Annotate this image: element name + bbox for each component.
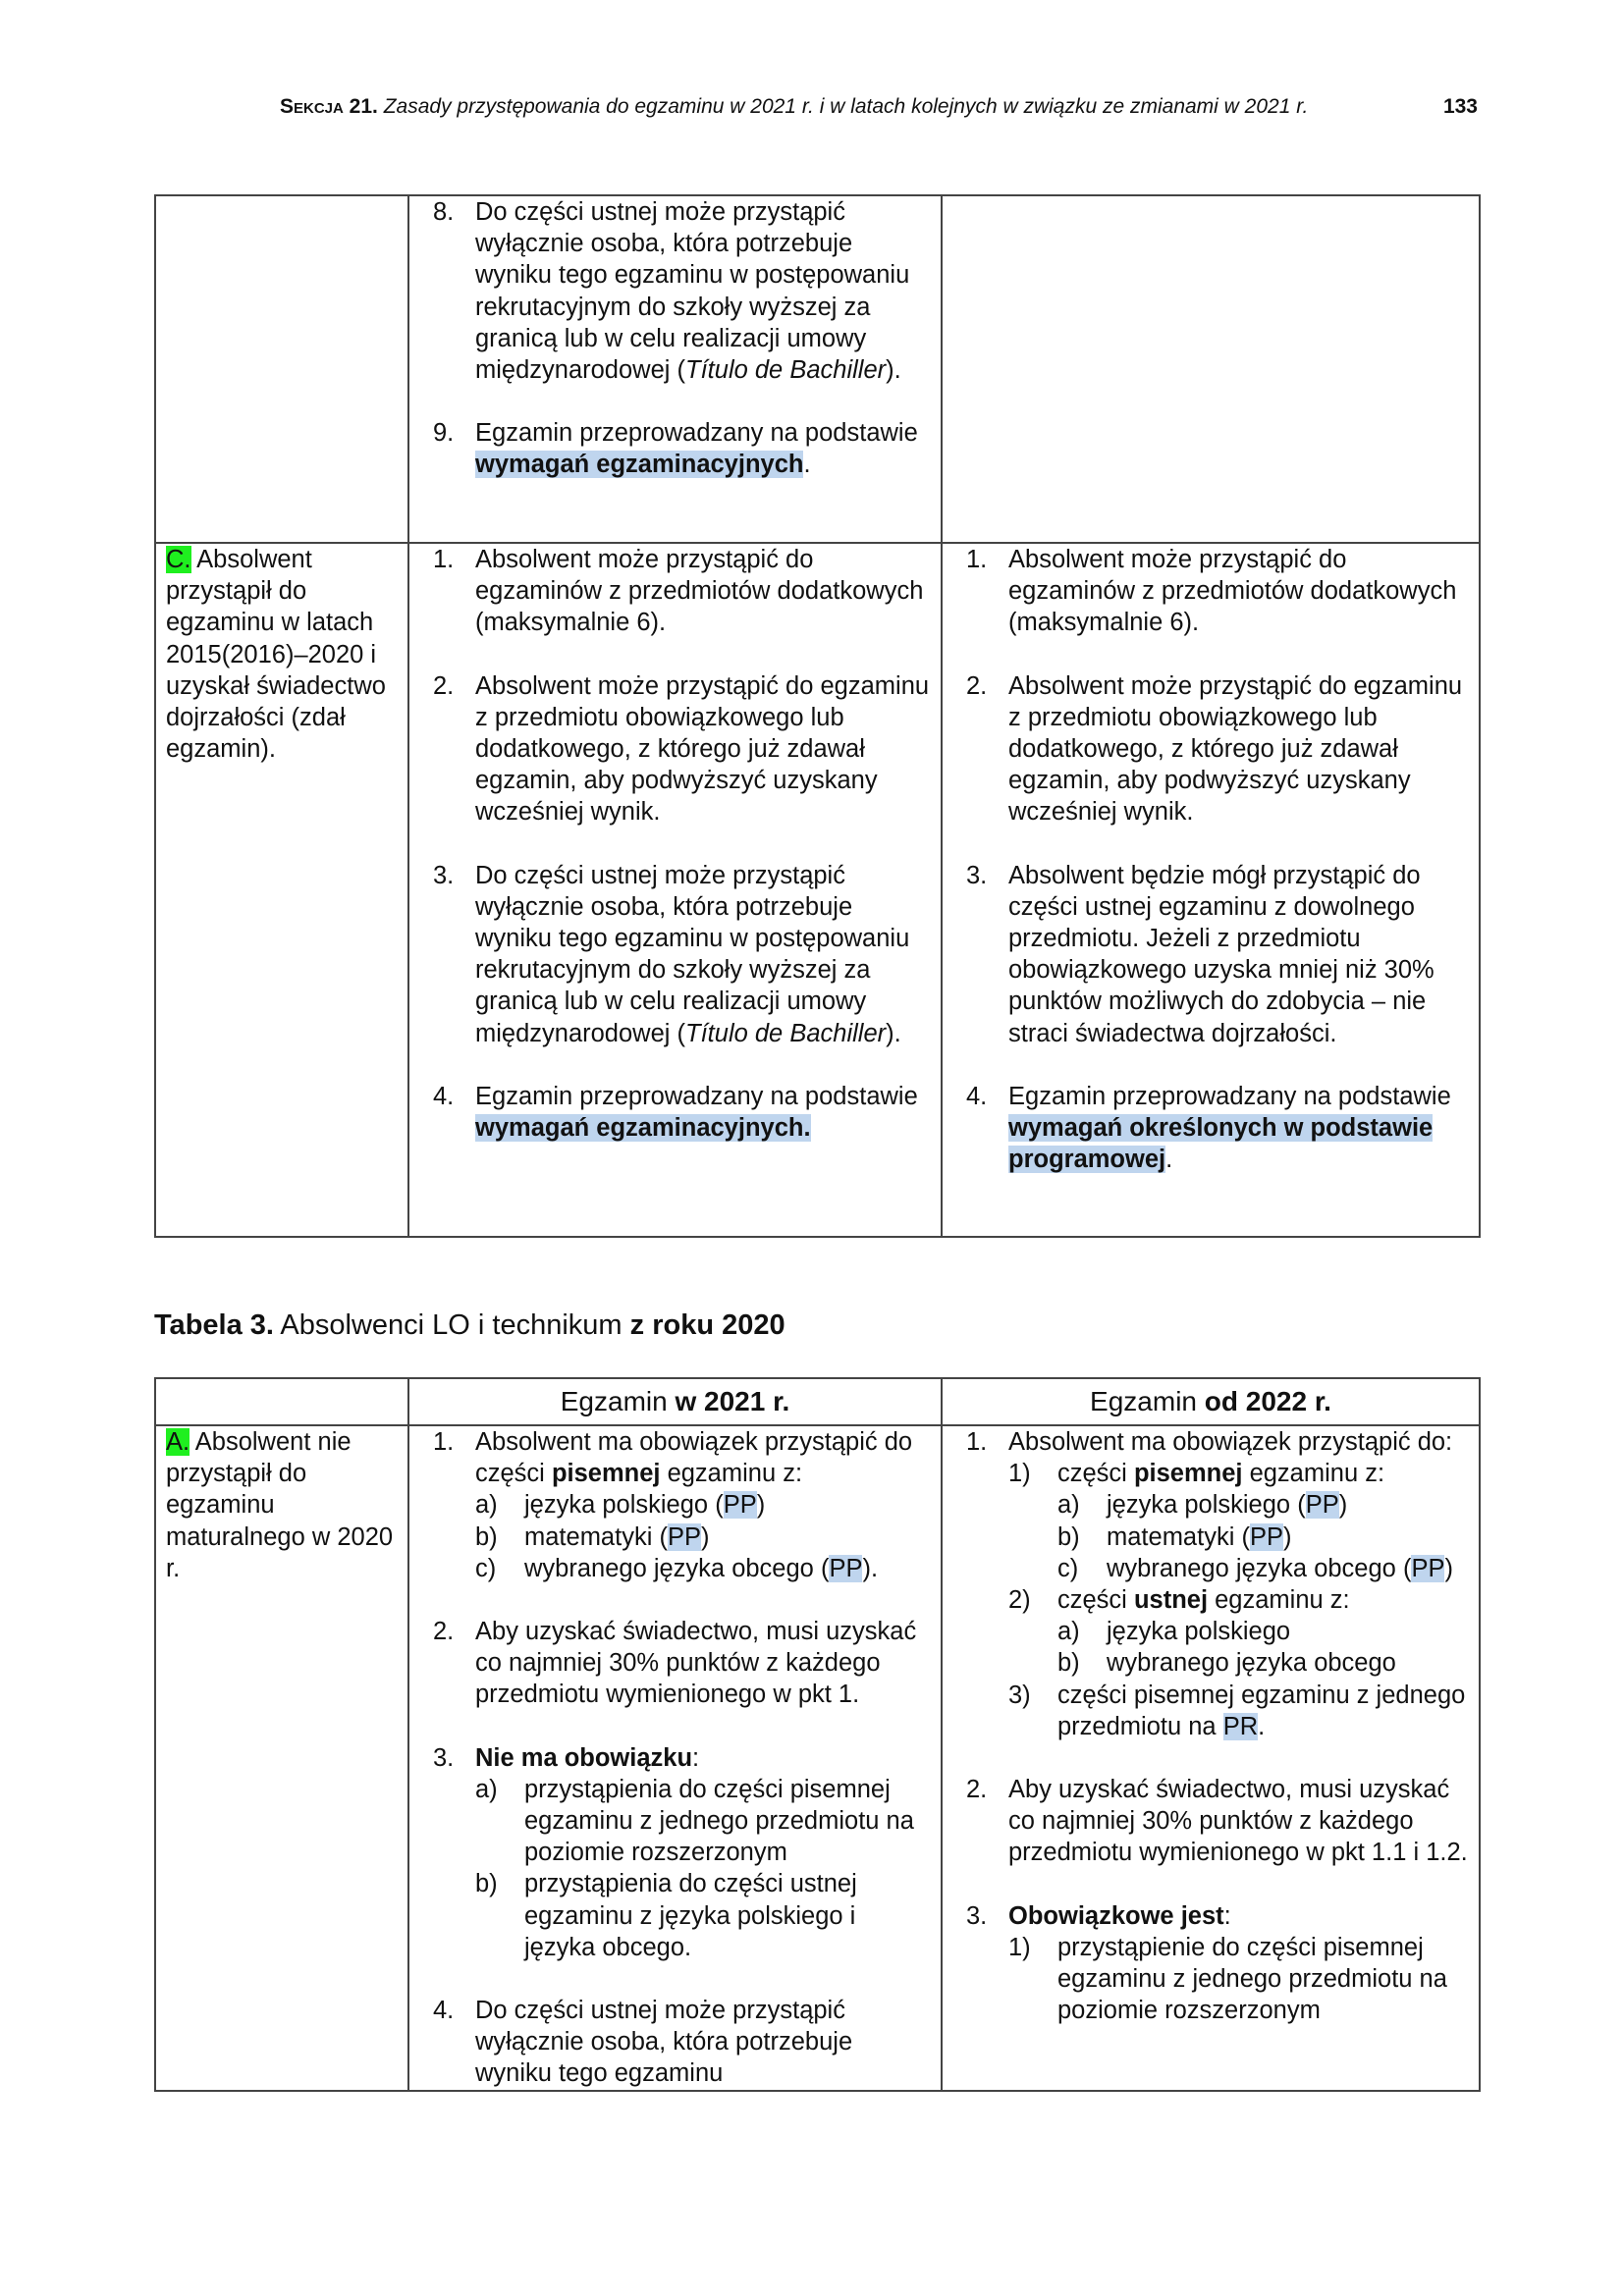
section-title: Zasady przystępowania do egzaminu w 2021 r. i w latach kolejnych w związku ze zmianami w 2021 r. — [383, 95, 1309, 118]
list-item: 9. Egzamin przeprowadzany na podstawie wymagań egzaminacyjnych. — [433, 419, 918, 479]
running-head — [280, 94, 1478, 120]
sub-group: 2) części ustnej egzaminu z: a) języka polskiego b) wybranego języka obcego — [1008, 1584, 1471, 1680]
cell-2022 — [942, 543, 1480, 1237]
cell-2021 — [408, 195, 942, 543]
row-label-a: A. Absolwent nie przystąpił do egzaminu maturalnego w 2020 r. — [155, 1425, 408, 2091]
section-label: Sekcja 21. — [280, 95, 378, 118]
list-item: 1. Absolwent ma obowiązek przystąpić do części pisemnej egzaminu z: a) języka polskiego (PP) b) matematyki (PP) c) wybranego języka obcego (PP). — [419, 1426, 933, 1584]
cell-2021 — [408, 1425, 942, 2091]
highlighted-term: wymagań egzaminacyjnych. — [475, 1114, 811, 1143]
header-2021: Egzamin w 2021 r. — [408, 1378, 942, 1425]
sub-item: b) matematyki (PP) — [1057, 1522, 1292, 1551]
list-item: 2. Absolwent może przystąpić do egzaminu z przedmiotu obowiązkowego lub dodatkowego, z którego już zdawał egzamin, aby podwyższyć uzyskany wcześniej wynik. — [433, 671, 930, 827]
row-label-c: C. Absolwent przystąpił do egzaminu w latach 2015(2016)–2020 i uzyskał świadectwo dojrzałości (zdał egzamin). — [155, 543, 408, 1237]
table-caption: Tabela 3. Absolwenci LO i technikum z roku 2020 — [154, 1309, 785, 1341]
list-item: 2. Absolwent może przystąpić do egzaminu z przedmiotu obowiązkowego lub dodatkowego, z którego już zdawał egzamin, aby podwyższyć uzyskany wcześniej wynik. — [966, 671, 1463, 827]
level-badge: PP — [829, 1554, 863, 1582]
sub-item: a) języka polskiego (PP) — [475, 1491, 766, 1520]
row-label-cell-empty — [155, 195, 408, 543]
sub-item: a) przystąpienia do części pisemnej egzaminu z jednego przedmiotu na poziomie rozszerzonym — [475, 1775, 914, 1867]
sub-group: 1) części pisemnej egzaminu z: a) języka polskiego (PP) b) matematyki (PP) c) wybranego języka obcego (PP) — [1008, 1458, 1471, 1584]
list-item: 3. Nie ma obowiązku: a) przystąpienia do części pisemnej egzaminu z jednego przedmiotu na poziomie rozszerzonym b) przystąpienia do części ustnej egzaminu z języka polskiego i języka obcego. — [419, 1742, 933, 1963]
list-item: 4. Egzamin przeprowadzany na podstawie wymagań egzaminacyjnych. — [433, 1082, 918, 1143]
list-item: 4. Do części ustnej może przystąpić wyłącznie osoba, która potrzebuje wyniku tego egzaminu — [433, 1997, 853, 2088]
level-badge: PP — [1249, 1522, 1283, 1551]
list-item: 4. Egzamin przeprowadzany na podstawie wymagań określonych w podstawie programowej. — [966, 1082, 1451, 1174]
table-row-a — [155, 1425, 1480, 2091]
row-marker: C. — [166, 546, 191, 573]
sub-item: a) języka polskiego — [1057, 1618, 1291, 1646]
list-item: 1. Absolwent ma obowiązek przystąpić do: 1) części pisemnej egzaminu z: a) języka polskiego (PP) b) matematyki (PP) c) wybranego języka obcego (PP) 2) części ustnej egzaminu z: a) języka polskiego b) wybranego języka obcego 3) części pisemnej egzaminu z jednego przedmiotu na PR. — [952, 1426, 1471, 1742]
list-item: 3. Absolwent będzie mógł przystąpić do części ustnej egzaminu z dowolnego przedmiotu. Jeżeli z przedmiotu obowiązkowego uzyska mniej niż 30% punktów możliwych do zdobycia – nie straci świadectwa dojrzałości. — [966, 861, 1435, 1047]
sub-item: a) języka polskiego (PP) — [1057, 1491, 1348, 1520]
sub-item: b) wybranego języka obcego — [1057, 1649, 1396, 1678]
list-item: 2. Aby uzyskać świadectwo, musi uzyskać co najmniej 30% punktów z każdego przedmiotu wymienionego w pkt 1.1 i 1.2. — [966, 1776, 1468, 1867]
comparison-table-continued — [154, 194, 1481, 1238]
level-badge: PP — [1305, 1491, 1339, 1520]
level-badge: PR — [1222, 1712, 1259, 1740]
table-header-row — [155, 1378, 1480, 1425]
row-marker: A. — [166, 1428, 190, 1456]
list-item: 3. Do części ustnej może przystąpić wyłącznie osoba, która potrzebuje wyniku tego egzaminu w postępowaniu rekrutacyjnym do szkoły wyższej za granicą lub w celu realizacji umowy międzynarodowej (Título de Bachiller). — [433, 861, 910, 1047]
level-badge: PP — [667, 1522, 701, 1551]
cell-2022-empty — [942, 195, 1480, 543]
list-item: 1. Absolwent może przystąpić do egzaminów z przedmiotów dodatkowych (maksymalnie 6). — [966, 546, 1457, 637]
page-number: 133 — [1442, 95, 1478, 118]
sub-item: b) matematyki (PP) — [475, 1522, 710, 1551]
cell-2021 — [408, 543, 942, 1237]
header-2022: Egzamin od 2022 r. — [942, 1378, 1480, 1425]
list-item: 2. Aby uzyskać świadectwo, musi uzyskać co najmniej 30% punktów z każdego przedmiotu wymienionego w pkt 1. — [433, 1618, 917, 1709]
sub-item: 1) przystąpienie do części pisemnej egzaminu z jednego przedmiotu na poziomie rozszerzonym — [1008, 1933, 1447, 2025]
cell-2022 — [942, 1425, 1480, 2091]
level-badge: PP — [1411, 1554, 1445, 1582]
table-3 — [154, 1377, 1481, 2092]
caption-label: Tabela 3. — [154, 1309, 274, 1341]
sub-item: b) przystąpienia do części ustnej egzaminu z języka polskiego i języka obcego. — [475, 1870, 857, 1961]
sub-group: 3) części pisemnej egzaminu z jednego przedmiotu na PR. — [1008, 1681, 1466, 1740]
highlighted-term: wymagań określonych w podstawie programowej — [1008, 1114, 1434, 1174]
list-item: 3. Obowiązkowe jest: 1) przystąpienie do części pisemnej egzaminu z jednego przedmiotu na poziomie rozszerzonym — [952, 1900, 1471, 2027]
list-item: 8. Do części ustnej może przystąpić wyłącznie osoba, która potrzebuje wyniku tego egzaminu w postępowaniu rekrutacyjnym do szkoły wyższej za granicą lub w celu realizacji umowy międzynarodowej (Título de Bachiller). — [433, 198, 910, 385]
table-row-c — [155, 543, 1480, 1237]
highlighted-term: wymagań egzaminacyjnych — [475, 451, 804, 479]
list-item: 1. Absolwent może przystąpić do egzaminów z przedmiotów dodatkowych (maksymalnie 6). — [433, 546, 924, 637]
table-row-continued — [155, 195, 1480, 543]
sub-item: c) wybranego języka obcego (PP) — [1057, 1554, 1453, 1582]
level-badge: PP — [723, 1491, 757, 1520]
header-empty — [155, 1378, 408, 1425]
sub-item: c) wybranego języka obcego (PP). — [475, 1554, 879, 1582]
